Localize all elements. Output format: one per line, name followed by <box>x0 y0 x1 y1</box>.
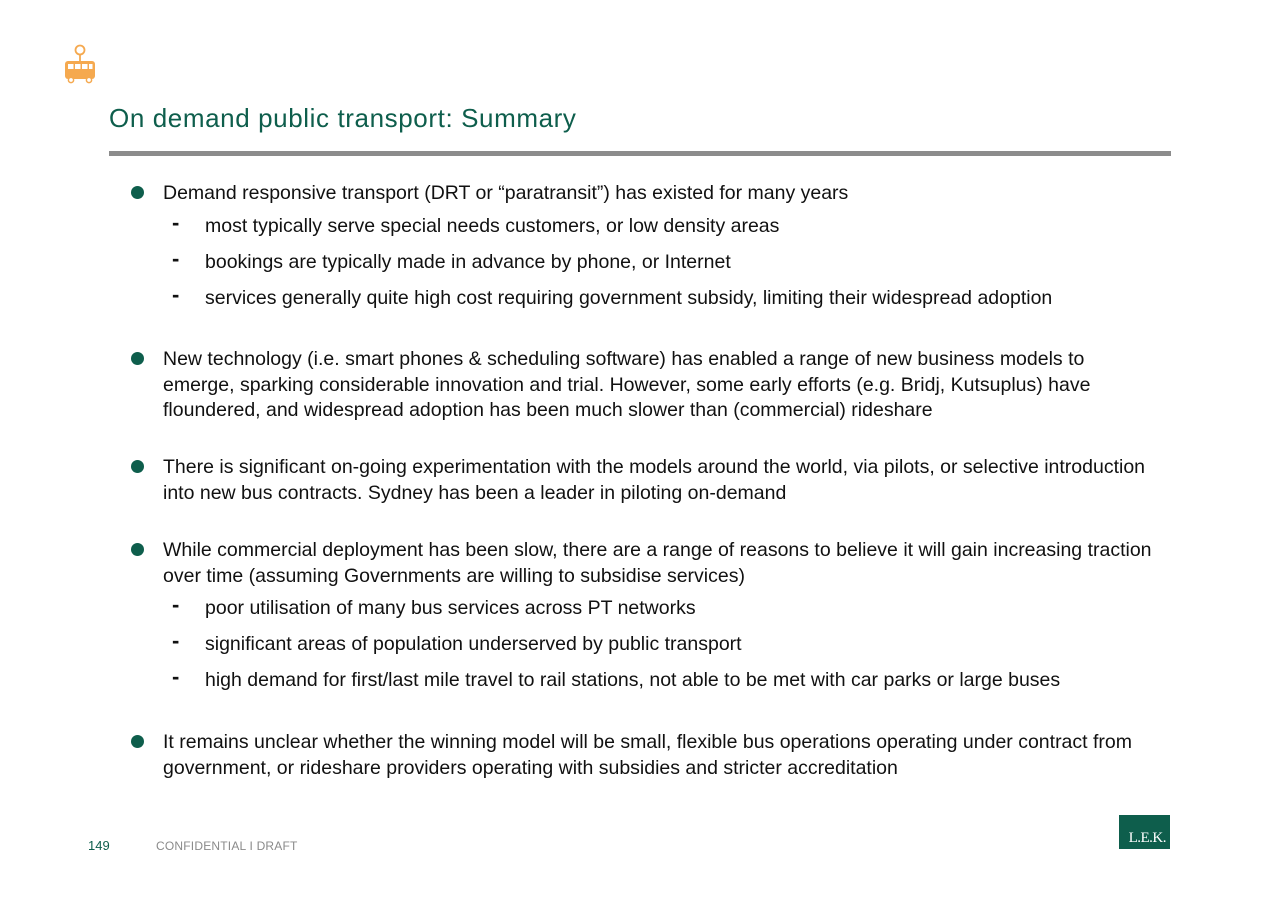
bullet-item <box>131 455 1161 506</box>
dash-icon: - <box>172 245 180 271</box>
dash-icon: - <box>172 592 180 617</box>
bus-with-location-pin-icon <box>62 44 98 84</box>
company-logo-text: L.E.K. <box>1128 830 1166 846</box>
confidentiality-label: CONFIDENTIAL I DRAFT <box>156 839 298 853</box>
sub-bullet-item <box>131 628 1161 668</box>
sub-bullet-list <box>131 209 1161 322</box>
sub-bullet-text: significant areas of population underserved by public transport <box>205 633 742 655</box>
bullet-dot-icon <box>131 460 144 473</box>
sub-bullet-text: most typically serve special needs customers, or low density areas <box>205 214 780 237</box>
bullet-text: While commercial deployment has been slow, there are a range of reasons to believe it will gain increasing traction over time (assuming Governments are willing to subsidise services) <box>163 539 1152 587</box>
sub-bullet-text: services generally quite high cost requiring government subsidy, limiting their widespread adoption <box>205 286 1053 309</box>
page-number: 149 <box>88 838 110 853</box>
bullet-text: There is significant on-going experimentation with the models around the world, via pilots, or selective introduction into new bus contracts. Sydney has been a leader in piloting on-demand <box>163 456 1146 504</box>
bullet-text: Demand responsive transport (DRT or “paratransit”) has existed for many years <box>163 182 849 204</box>
dash-icon: - <box>172 628 180 653</box>
company-logo <box>1119 815 1170 849</box>
sub-bullet-item <box>131 209 1161 250</box>
bullet-text: It remains unclear whether the winning model will be small, flexible bus operations operating under contract from government, or rideshare providers operating with subsidies and stricter accreditation <box>163 731 1132 779</box>
bullet-item <box>131 347 1161 424</box>
sub-bullet-item <box>131 245 1161 286</box>
bullet-dot-icon <box>131 543 144 556</box>
sub-bullet-item <box>131 281 1161 322</box>
dash-icon: - <box>172 281 180 307</box>
dash-icon: - <box>172 664 180 689</box>
bullet-dot-icon <box>131 735 144 748</box>
page-title: On demand public transport: Summary <box>109 103 577 133</box>
sub-bullet-text: bookings are typically made in advance by phone, or Internet <box>205 250 731 273</box>
sub-bullet-text: high demand for first/last mile travel to rail stations, not able to be met with car parks or large buses <box>205 669 1061 691</box>
bullet-item <box>131 538 1161 704</box>
bullet-item <box>131 730 1161 781</box>
bullet-dot-icon <box>131 186 144 199</box>
bullet-dot-icon <box>131 352 144 365</box>
sub-bullet-item <box>131 664 1161 704</box>
sub-bullet-item <box>131 592 1161 632</box>
bullet-item <box>131 181 1161 322</box>
title-divider <box>109 151 1171 156</box>
dash-icon: - <box>172 209 180 235</box>
sub-bullet-list <box>131 592 1161 704</box>
sub-bullet-text: poor utilisation of many bus services across PT networks <box>205 597 696 619</box>
bullet-text: New technology (i.e. smart phones & scheduling software) has enabled a range of new business models to emerge, sparking considerable innovation and trial. However, some early efforts (e.g. Bridj, Kutsuplus) have floundered, and widespread adoption has been much slower than (commercial) rideshare <box>163 348 1091 421</box>
